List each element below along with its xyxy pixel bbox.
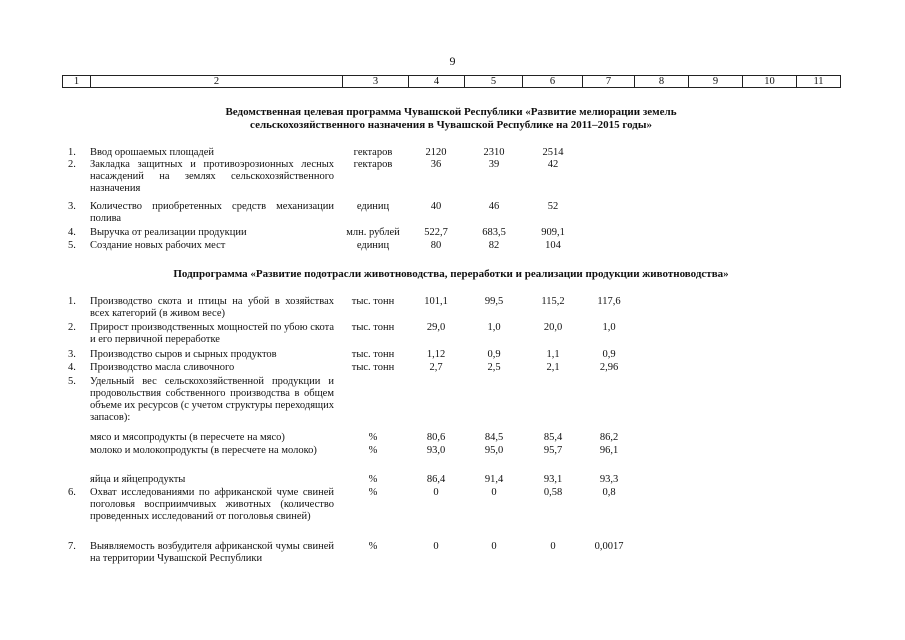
value-col-6: 20,0	[543, 322, 563, 333]
table-row	[0, 147, 905, 159]
col-header-5: 5	[465, 76, 523, 88]
value-col-4: 93,0	[426, 445, 446, 456]
value-col-6: 95,7	[543, 445, 563, 456]
unit: тыс. тонн	[351, 322, 395, 333]
col-header-3: 3	[343, 76, 409, 88]
value-col-6: 1,1	[546, 349, 560, 360]
indicator-name: Производство скота и птицы на убой в хозяйствах всех категорий (в живом весе)	[90, 296, 334, 319]
unit: млн. рублей	[346, 227, 400, 238]
indicator-name: Ввод орошаемых площадей	[90, 147, 215, 158]
value-col-4: 80	[430, 240, 442, 251]
indicator-name: Выручка от реализации продукции	[90, 227, 247, 238]
value-col-5: 84,5	[484, 432, 504, 443]
table-row	[0, 296, 905, 320]
col-header-6: 6	[523, 76, 583, 88]
value-col-5: 46	[488, 201, 500, 212]
row-number: 1.	[68, 147, 76, 158]
indicator-name: Удельный вес сельскохозяйственной продукции и продовольствия собственного производства в общем объеме их ресурсов (с учетом структуры переходящих запасов):	[90, 376, 334, 423]
indicator-name: Закладка защитных и противоэрозионных лесных насаждений на землях сельскохозяйственного назначения	[90, 159, 334, 194]
unit: гектаров	[353, 159, 393, 170]
value-col-6: 42	[547, 159, 559, 170]
value-col-4: 101,1	[424, 296, 448, 307]
row-number: 2.	[68, 159, 76, 170]
value-col-5: 1,0	[487, 322, 501, 333]
value-col-5: 0	[491, 541, 497, 552]
value-col-7: 86,2	[599, 432, 619, 443]
unit: %	[368, 474, 378, 485]
unit: гектаров	[353, 147, 393, 158]
table-row	[0, 240, 905, 252]
col-header-2: 2	[91, 76, 343, 88]
table-row	[0, 227, 905, 239]
indicator-name: Производство масла сливочного	[90, 362, 235, 373]
table-row	[0, 432, 905, 444]
row-number: 6.	[68, 487, 76, 498]
value-col-7: 2,96	[599, 362, 619, 373]
value-col-5: 95,0	[484, 445, 504, 456]
value-col-7: 93,3	[599, 474, 619, 485]
indicator-name: мясо и мясопродукты (в пересчете на мясо)	[90, 432, 285, 443]
table-row	[0, 376, 905, 424]
indicator-name: Прирост производственных мощностей по убою скота и его первичной переработке	[90, 322, 334, 345]
table-row	[0, 487, 905, 535]
value-col-7: 117,6	[597, 296, 621, 307]
value-col-6: 0	[550, 541, 556, 552]
value-col-4: 0	[433, 541, 439, 552]
value-col-5: 2,5	[487, 362, 501, 373]
page-number: 9	[449, 54, 456, 68]
col-header-1: 1	[63, 76, 91, 88]
indicator-name: Создание новых рабочих мест	[90, 240, 226, 251]
value-col-6: 104	[545, 240, 561, 251]
table-row	[0, 322, 905, 346]
indicator-name: Количество приобретенных средств механизации полива	[90, 201, 334, 224]
value-col-7: 0,9	[602, 349, 616, 360]
value-col-4: 40	[430, 201, 442, 212]
unit: тыс. тонн	[351, 349, 395, 360]
value-col-5: 2310	[483, 147, 505, 158]
value-col-7: 96,1	[599, 445, 619, 456]
value-col-7: 0,0017	[594, 541, 624, 552]
value-col-6: 2,1	[546, 362, 560, 373]
col-header-8: 8	[635, 76, 689, 88]
unit: %	[368, 487, 378, 498]
table-row	[0, 474, 905, 486]
value-col-4: 1,12	[426, 349, 446, 360]
unit: тыс. тонн	[351, 362, 395, 373]
value-col-7: 1,0	[602, 322, 616, 333]
indicator-name: молоко и молокопродукты (в пересчете на молоко)	[90, 445, 317, 456]
col-header-9: 9	[689, 76, 743, 88]
value-col-4: 522,7	[424, 227, 448, 238]
unit: %	[368, 541, 378, 552]
row-number: 5.	[68, 240, 76, 251]
value-col-6: 85,4	[543, 432, 563, 443]
value-col-6: 52	[547, 201, 559, 212]
col-header-4: 4	[409, 76, 465, 88]
row-number: 7.	[68, 541, 76, 552]
value-col-6: 93,1	[543, 474, 563, 485]
value-col-4: 36	[430, 159, 442, 170]
row-number: 3.	[68, 201, 76, 212]
value-col-5: 0,9	[487, 349, 501, 360]
value-col-7: 0,8	[602, 487, 616, 498]
row-number: 5.	[68, 376, 76, 387]
unit: единиц	[356, 201, 390, 212]
indicator-name: яйца и яйцепродукты	[90, 474, 186, 485]
table-row	[0, 159, 905, 195]
unit: %	[368, 432, 378, 443]
table-row	[0, 349, 905, 361]
unit: единиц	[356, 240, 390, 251]
value-col-5: 82	[488, 240, 500, 251]
indicator-name: Производство сыров и сырных продуктов	[90, 349, 277, 360]
value-col-4: 2,7	[429, 362, 443, 373]
unit: %	[368, 445, 378, 456]
value-col-4: 86,4	[426, 474, 446, 485]
row-number: 4.	[68, 362, 76, 373]
section-2-title: Подпрограмма «Развитие подотрасли животноводства, переработки и реализации продукции животноводства»	[173, 268, 729, 280]
value-col-5: 99,5	[484, 296, 504, 307]
table-row	[0, 445, 905, 469]
indicator-name: Охват исследованиями по африканской чуме свиней поголовья восприимчивых животных (количество проведенных исследований от поголовья свиней)	[90, 487, 334, 522]
value-col-4: 29,0	[426, 322, 446, 333]
row-number: 1.	[68, 296, 76, 307]
col-header-10: 10	[743, 76, 797, 88]
value-col-6: 115,2	[541, 296, 565, 307]
row-number: 4.	[68, 227, 76, 238]
value-col-4: 80,6	[426, 432, 446, 443]
row-number: 2.	[68, 322, 76, 333]
row-number: 3.	[68, 349, 76, 360]
value-col-4: 2120	[425, 147, 447, 158]
value-col-6: 0,58	[543, 487, 563, 498]
table-row	[0, 541, 905, 565]
value-col-6: 909,1	[541, 227, 565, 238]
value-col-6: 2514	[542, 147, 564, 158]
table-row	[0, 362, 905, 374]
value-col-5: 683,5	[482, 227, 506, 238]
value-col-5: 39	[488, 159, 500, 170]
value-col-5: 0	[491, 487, 497, 498]
table-row	[0, 201, 905, 225]
section-1-title: Ведомственная целевая программа Чувашской Республики «Развитие мелиорации земель сельскохозяйственного назначения в Чувашской Республике на 2011–2015 годы»	[225, 106, 677, 131]
col-header-11: 11	[797, 76, 841, 88]
unit: тыс. тонн	[351, 296, 395, 307]
value-col-4: 0	[433, 487, 439, 498]
indicator-name: Выявляемость возбудителя африканской чумы свиней на территории Чувашской Республики	[90, 541, 334, 564]
value-col-5: 91,4	[484, 474, 504, 485]
col-header-7: 7	[583, 76, 635, 88]
column-number-header	[62, 75, 841, 88]
